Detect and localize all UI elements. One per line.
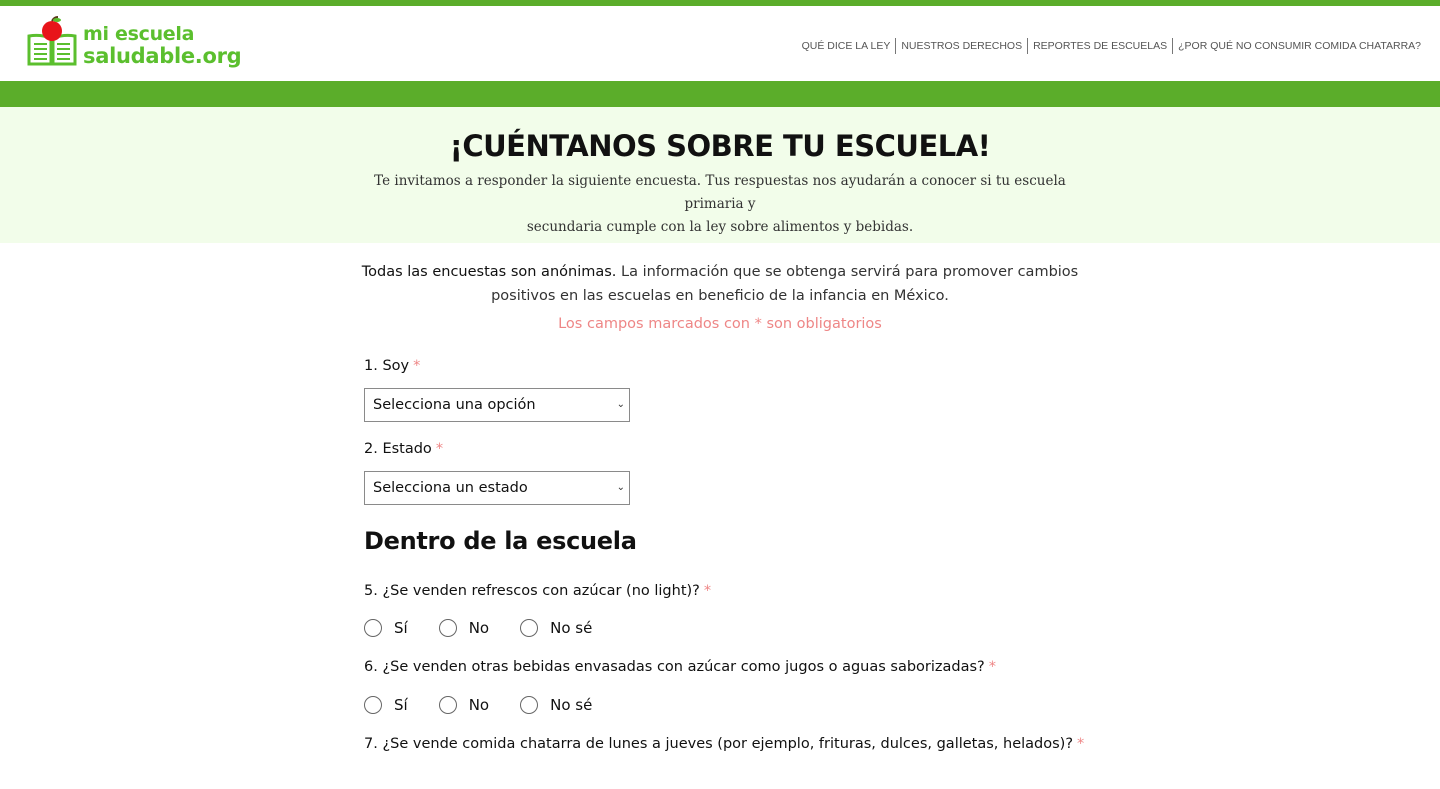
question-5-options <box>364 619 592 637</box>
page-title: ¡CUÉNTANOS SOBRE TU ESCUELA! <box>449 129 991 163</box>
question-1-label <box>364 358 420 374</box>
soy-select[interactable] <box>364 388 630 422</box>
soy-select-value: Selecciona una opción <box>373 397 536 413</box>
question-6-label <box>364 659 996 675</box>
radio-button[interactable] <box>364 696 382 714</box>
site-header <box>0 6 1440 81</box>
q6-option-si[interactable] <box>364 696 408 714</box>
site-logo[interactable] <box>26 16 256 72</box>
radio-label: No sé <box>550 696 593 714</box>
q5-option-no-se[interactable] <box>520 619 592 637</box>
main-nav <box>797 38 1426 54</box>
required-mark: * <box>1077 736 1085 752</box>
question-6-options <box>364 696 592 714</box>
hero-subtitle-line-2: secundaria cumple con la ley sobre alimentos y bebidas. <box>526 219 914 235</box>
radio-label: No <box>468 619 490 637</box>
intro-bold-text: Todas las encuestas son anónimas. <box>361 264 617 280</box>
nav-reportes-de-escuelas[interactable]: REPORTES DE ESCUELAS <box>1033 40 1168 52</box>
chevron-down-icon: ⌄ <box>616 399 625 410</box>
nav-nuestros-derechos[interactable]: NUESTROS DERECHOS <box>901 40 1023 52</box>
chevron-down-icon: ⌄ <box>616 482 625 493</box>
required-mark: * <box>435 441 444 457</box>
radio-label: No <box>468 696 490 714</box>
estado-select-value: Selecciona un estado <box>373 480 528 496</box>
question-2-text: 2. Estado <box>364 441 432 457</box>
hero-banner <box>0 107 1440 243</box>
radio-label: Sí <box>394 619 408 637</box>
intro-text <box>360 260 1080 308</box>
section-heading: Dentro de la escuela <box>364 527 637 555</box>
radio-button[interactable] <box>520 619 538 637</box>
radio-label: Sí <box>394 696 408 714</box>
book-apple-logo-icon <box>26 16 78 68</box>
radio-button[interactable] <box>439 696 457 714</box>
question-7-text: 7. ¿Se vende comida chatarra de lunes a jueves (por ejemplo, frituras, dulces, galletas, helados)? <box>364 736 1074 752</box>
required-mark: * <box>413 358 421 374</box>
q5-option-si[interactable] <box>364 619 408 637</box>
q6-option-no[interactable] <box>439 696 489 714</box>
hero-subtitle-line-1: Te invitamos a responder la siguiente encuesta. Tus respuestas nos ayudarán a conocer si tu escuela primaria y <box>374 173 1066 212</box>
intro-body-text: La información que se obtenga servirá para promover cambios positivos en las escuelas en beneficio de la infancia en México. <box>491 264 1079 304</box>
required-fields-note: Los campos marcados con * son obligatorios <box>558 316 882 332</box>
radio-label: No sé <box>550 619 593 637</box>
radio-button[interactable] <box>520 696 538 714</box>
nav-que-dice-la-ley[interactable]: QUÉ DICE LA LEY <box>801 40 891 52</box>
estado-select[interactable] <box>364 471 630 505</box>
hero-subtitle <box>350 170 1090 239</box>
required-mark: * <box>703 583 712 599</box>
radio-button[interactable] <box>364 619 382 637</box>
question-6-text: 6. ¿Se venden otras bebidas envasadas con azúcar como jugos o aguas saborizadas? <box>364 659 985 675</box>
radio-button[interactable] <box>439 619 457 637</box>
q6-option-no-se[interactable] <box>520 696 592 714</box>
nav-comida-chatarra[interactable]: ¿POR QUÉ NO CONSUMIR COMIDA CHATARRA? <box>1178 40 1421 52</box>
logo-wordmark <box>83 23 241 67</box>
question-7-label <box>364 736 1084 752</box>
q5-option-no[interactable] <box>439 619 489 637</box>
question-5-label <box>364 583 711 599</box>
question-1-text: 1. Soy <box>364 358 410 374</box>
header-green-band <box>0 81 1440 107</box>
question-5-text: 5. ¿Se venden refrescos con azúcar (no light)? <box>364 583 700 599</box>
logo-line-1: mi escuela <box>83 23 195 45</box>
question-2-label <box>364 441 443 457</box>
required-mark: * <box>988 659 997 675</box>
logo-line-2: saludable.org <box>83 44 242 68</box>
